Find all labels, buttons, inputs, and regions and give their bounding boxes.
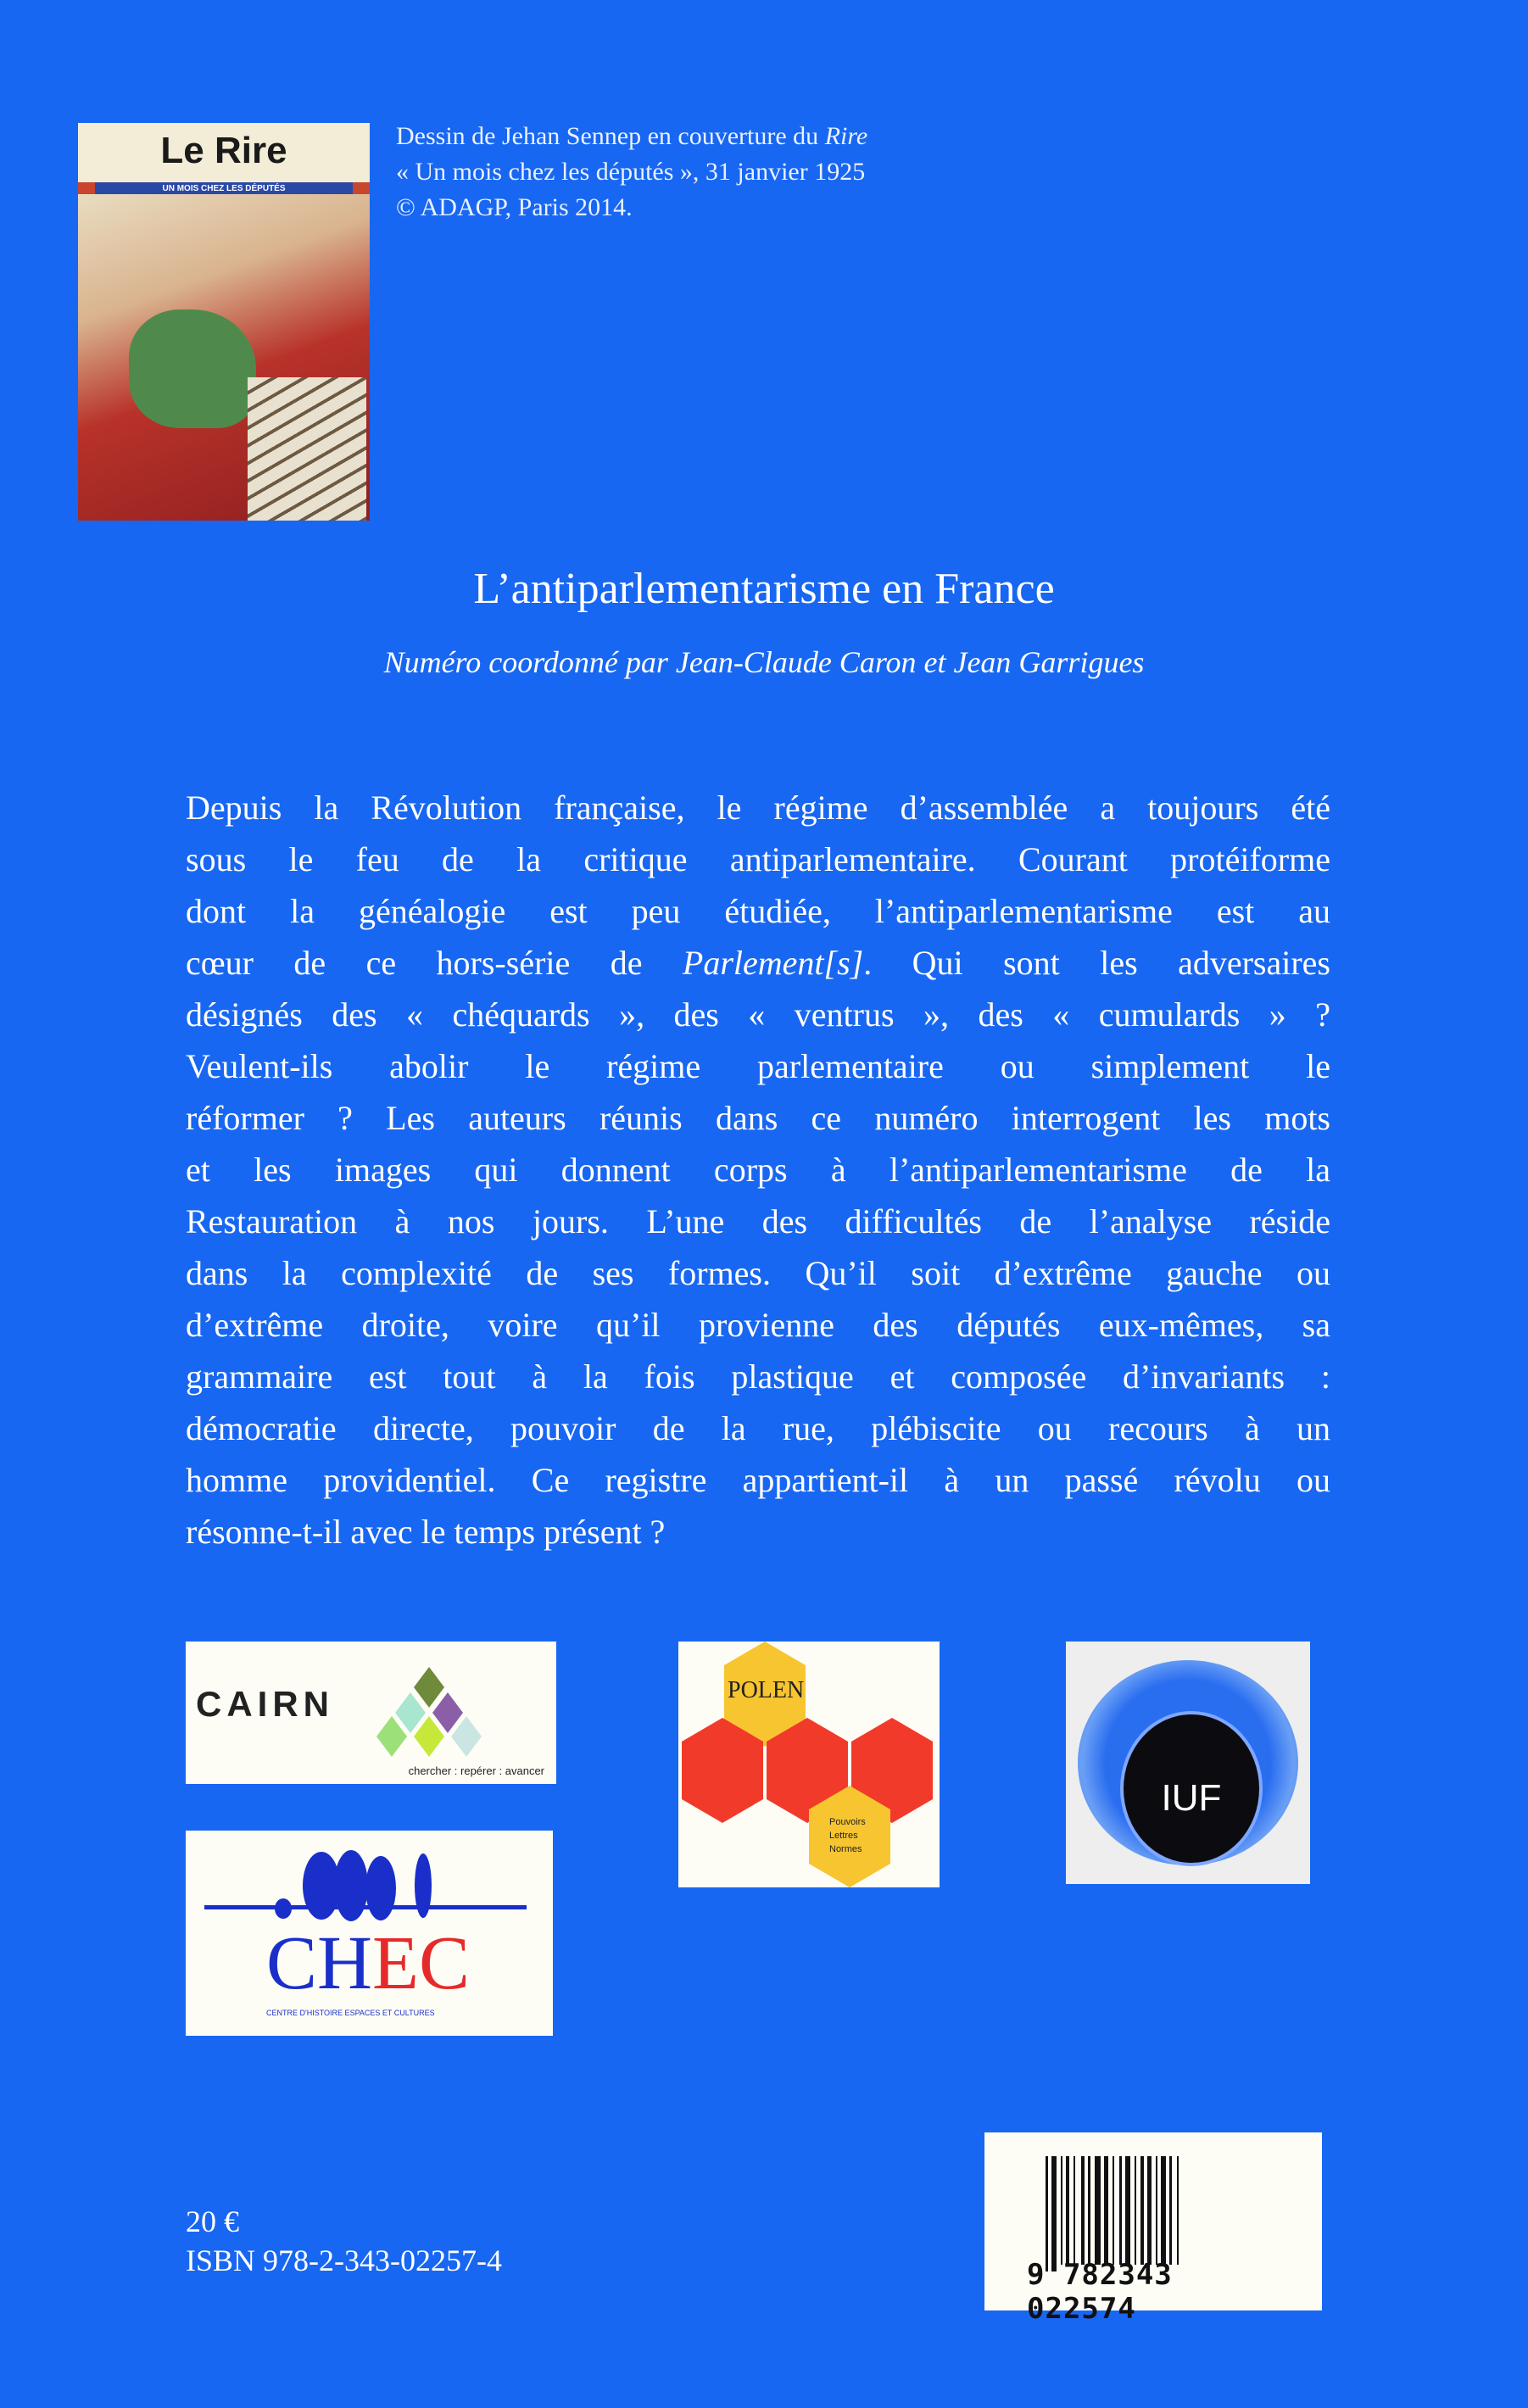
chec-figures-icon bbox=[262, 1848, 457, 1924]
barcode-bar bbox=[1088, 2156, 1090, 2265]
polen-hexagons-icon bbox=[678, 1642, 940, 1887]
barcode-bar bbox=[1074, 2156, 1075, 2265]
blurb-line: Veulent-ils abolir le régime parlementaire ou simplement le bbox=[186, 1047, 1330, 1085]
blurb-line: désignés des « chéquards », des « ventrus », des « cumulards » ? bbox=[186, 995, 1330, 1034]
barcode-bars-icon bbox=[1046, 2156, 1280, 2271]
chec-wordmark-red: EC bbox=[372, 1921, 471, 2005]
chec-wordmark bbox=[266, 1921, 471, 2005]
blurb-line: résonne-t-il avec le temps présent ? bbox=[186, 1513, 666, 1551]
journal-title: Parlement[s] bbox=[682, 944, 864, 982]
blurb-line: Restauration à nos jours. L’une des difficultés de l’analyse réside bbox=[186, 1202, 1330, 1240]
barcode-bar bbox=[1051, 2156, 1057, 2271]
barcode-bar bbox=[1177, 2156, 1179, 2265]
barcode-bar bbox=[1147, 2156, 1152, 2265]
blurb-line: démocratie directe, pouvoir de la rue, plébiscite ou recours à un bbox=[186, 1409, 1330, 1447]
book-subtitle: Numéro coordonné par Jean-Claude Caron et Jean Garrigues bbox=[383, 645, 1145, 679]
barcode-bar bbox=[1104, 2156, 1108, 2265]
blurb-text: . Qui sont les adversaires bbox=[863, 944, 1330, 982]
barcode-bar bbox=[1156, 2156, 1157, 2265]
barcode-bar bbox=[1161, 2156, 1166, 2265]
polen-tagline-line: Pouvoirs bbox=[829, 1817, 866, 1827]
caption-italic: Rire bbox=[824, 122, 868, 150]
barcode-bar bbox=[1119, 2156, 1122, 2265]
barcode-bar bbox=[1081, 2156, 1085, 2265]
cairn-wordmark: CAIRN bbox=[196, 1684, 334, 1724]
blurb-line: homme providentiel. Ce registre appartient-il à un passé révolu ou bbox=[186, 1461, 1330, 1499]
blurb-line bbox=[186, 937, 1330, 989]
isbn: ISBN 978-2-343-02257-4 bbox=[186, 2244, 502, 2277]
blurb-line: grammaire est tout à la fois plastique et composée d’invariants : bbox=[186, 1357, 1330, 1396]
price: 20 € bbox=[186, 2205, 239, 2238]
cover-illustration bbox=[78, 123, 370, 521]
iuf-wordmark: IUF bbox=[1161, 1777, 1222, 1819]
barcode-digits: 9 782343 022574 bbox=[1027, 2258, 1173, 2326]
blurb-line: dont la généalogie est peu étudiée, l’antiparlementarisme est au bbox=[186, 892, 1330, 930]
barcode-bar bbox=[1135, 2156, 1136, 2265]
polen-wordmark: POLEN bbox=[728, 1677, 805, 1703]
caption-line: Dessin de Jehan Sennep en couverture du bbox=[396, 122, 825, 150]
polen-tagline bbox=[829, 1815, 866, 1856]
caption-line: « Un mois chez les députés », 31 janvier 1925 bbox=[396, 158, 866, 186]
cairn-logo bbox=[186, 1642, 556, 1784]
barcode-bar bbox=[1046, 2156, 1048, 2271]
barcode-bar bbox=[1095, 2156, 1101, 2265]
price-block bbox=[186, 2202, 502, 2280]
blurb-line: dans la complexité de ses formes. Qu’il soit d’extrême gauche ou bbox=[186, 1254, 1330, 1292]
cover-masthead: Le Rire bbox=[160, 130, 287, 171]
blurb-line: et les images qui donnent corps à l’antiparlementarisme de la bbox=[186, 1151, 1330, 1189]
polen-tagline-line: Lettres bbox=[829, 1831, 858, 1841]
barcode bbox=[984, 2132, 1322, 2326]
cover-caption bbox=[396, 119, 867, 226]
polen-logo bbox=[678, 1642, 940, 1887]
blurb-line: d’extrême droite, voire qu’il provienne des députés eux-mêmes, sa bbox=[186, 1306, 1330, 1344]
cairn-tagline: chercher : repérer : avancer bbox=[408, 1764, 544, 1777]
blurb-line: Depuis la Révolution française, le régime d’assemblée a toujours été bbox=[186, 789, 1330, 827]
blurb-line: réformer ? Les auteurs réunis dans ce numéro interrogent les mots bbox=[186, 1099, 1330, 1137]
barcode-bar bbox=[1061, 2156, 1062, 2265]
chec-logo bbox=[186, 1831, 553, 2036]
chec-tagline: CENTRE D'HISTOIRE ESPACES ET CULTURES bbox=[266, 2009, 435, 2017]
barcode-bar bbox=[1066, 2156, 1069, 2265]
polen-tagline-line: Normes bbox=[829, 1844, 862, 1854]
blurb-text: cœur de ce hors-série de bbox=[186, 944, 683, 982]
barcode-bar bbox=[1125, 2156, 1130, 2265]
barcode-bar bbox=[1113, 2156, 1114, 2265]
book-title: L’antiparlementarisme en France bbox=[473, 565, 1055, 613]
blurb-line: sous le feu de la critique antiparlementaire. Courant protéiforme bbox=[186, 840, 1330, 878]
cover-subtitle: UN MOIS CHEZ LES DÉPUTÉS bbox=[162, 184, 286, 193]
chec-wordmark-blue: CH bbox=[266, 1921, 373, 2005]
blurb bbox=[186, 782, 1330, 1558]
cairn-diamonds-icon bbox=[376, 1667, 491, 1760]
iuf-logo bbox=[1066, 1642, 1310, 1884]
caption-line: © ADAGP, Paris 2014. bbox=[396, 193, 633, 221]
barcode-bar bbox=[1169, 2156, 1172, 2265]
barcode-bar bbox=[1140, 2156, 1144, 2265]
